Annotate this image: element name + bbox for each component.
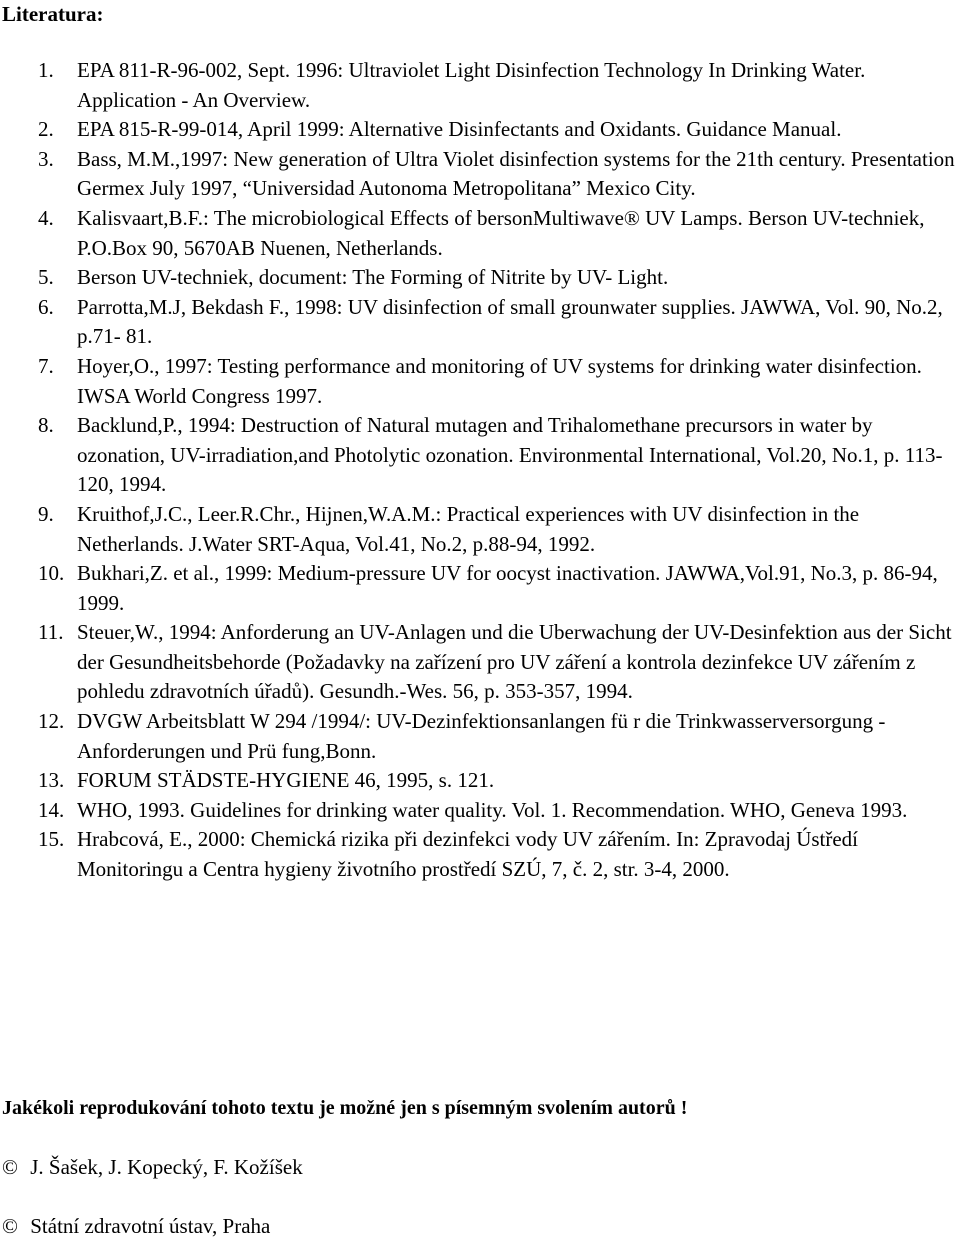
- reference-text: WHO, 1993. Guidelines for drinking water quality. Vol. 1. Recommendation. WHO, Geneva 1993.: [77, 797, 908, 822]
- reference-text: Hrabcová, E., 2000: Chemická rizika při dezinfekci vody UV zářením. In: Zpravodaj Ústředí Monitoringu a Centra hygieny životního prostředí SZÚ, 7, č. 2, str. 3-4, 2000.: [77, 827, 859, 882]
- reference-number: 6.: [38, 294, 54, 319]
- reference-number: 2.: [38, 117, 54, 142]
- reference-number: 11.: [38, 620, 64, 645]
- reference-item: [0, 707, 960, 766]
- reference-item: [0, 825, 960, 884]
- reference-item: [0, 411, 960, 500]
- copyright-icon: ©: [2, 1155, 18, 1179]
- reference-item: [0, 618, 960, 707]
- page-heading: Literatura:: [2, 2, 104, 26]
- reference-list: [0, 56, 960, 885]
- reference-number: 9.: [38, 501, 54, 526]
- reference-item: [0, 145, 960, 204]
- reference-text: EPA 815-R-99-014, April 1999: Alternative Disinfectants and Oxidants. Guidance Manual.: [77, 117, 842, 142]
- reference-item: [0, 56, 960, 115]
- authors-credit: [2, 1153, 303, 1181]
- reference-text: Steuer,W., 1994: Anforderung an UV-Anlagen und die Uberwachung der UV-Desinfektion aus der Sicht der Gesundheitsbehorde (Požadavky na zařízení pro UV záření a kontrola dezinfekce UV zářením z pohledu zdravotních úřadů). Gesundh.-Wes. 56, p. 353-357, 1994.: [77, 620, 952, 704]
- reference-number: 1.: [38, 58, 54, 82]
- authors-text: J. Šašek, J. Kopecký, F. Kožíšek: [30, 1155, 303, 1179]
- reference-item: [0, 796, 960, 826]
- reference-text: Parrotta,M.J, Bekdash F., 1998: UV disinfection of small grounwater supplies. JAWWA, Vol. 90, No.2, p.71- 81.: [77, 294, 943, 349]
- reproduction-notice: Jakékoli reprodukování tohoto textu je možné jen s písemným svolením autorů !: [2, 1097, 688, 1119]
- reference-text: Kruithof,J.C., Leer.R.Chr., Hijnen,W.A.M.: Practical experiences with UV disinfection in the Netherlands. J.Water SRT-Aqua, Vol.41, No.2, p.88-94, 1992.: [77, 501, 860, 556]
- reference-text: Hoyer,O., 1997: Testing performance and monitoring of UV systems for drinking water disinfection. IWSA World Congress 1997.: [77, 353, 922, 408]
- reference-number: 4.: [38, 205, 54, 230]
- reference-text: Bass, M.M.,1997: New generation of Ultra Violet disinfection systems for the 21th century. Presentation Germex July 1997, “Universidad Autonoma Metropolitana” Mexico City.: [77, 146, 955, 201]
- reference-number: 14.: [38, 797, 65, 822]
- reference-item: [0, 352, 960, 411]
- reference-item: [0, 766, 960, 796]
- reference-number: 12.: [38, 709, 65, 734]
- reference-text: EPA 811-R-96-002, Sept. 1996: Ultraviolet Light Disinfection Technology In Drinking Water. Application - An Overview.: [77, 58, 866, 112]
- reference-text: Berson UV-techniek, document: The Forming of Nitrite by UV- Light.: [77, 265, 669, 290]
- reference-item: [0, 263, 960, 293]
- reference-number: 3.: [38, 146, 54, 171]
- reference-item: [0, 293, 960, 352]
- reference-number: 10.: [38, 561, 65, 586]
- reference-item: [0, 115, 960, 145]
- reference-number: 15.: [38, 827, 65, 852]
- reference-number: 8.: [38, 413, 54, 438]
- reference-text: Backlund,P., 1994: Destruction of Natural mutagen and Trihalomethane precursors in water by ozonation, UV-irradiation,and Photolytic ozonation. Environmental International, Vol.20, No.1, p. 113-120, 1994.: [77, 413, 943, 497]
- reference-text: Bukhari,Z. et al., 1999: Medium-pressure UV for oocyst inactivation. JAWWA,Vol.91, No.3, p. 86-94, 1999.: [77, 561, 938, 615]
- copyright-icon: ©: [2, 1214, 18, 1238]
- reference-item: [0, 559, 960, 618]
- reference-text: FORUM STÄDSTE-HYGIENE 46, 1995, s. 121.: [77, 768, 495, 793]
- reference-text: DVGW Arbeitsblatt W 294 /1994/: UV-Dezinfektionsanlangen fü r die Trinkwasserversorgung -Anforderungen und Prü fung,Bonn.: [77, 709, 886, 763]
- institute-text: Státní zdravotní ústav, Praha: [30, 1214, 271, 1238]
- reference-item: [0, 204, 960, 263]
- reference-number: 5.: [38, 265, 54, 290]
- reference-text: Kalisvaart,B.F.: The microbiological Effects of bersonMultiwave® UV Lamps. Berson UV-techniek, P.O.Box 90, 5670AB Nuenen, Netherlands.: [77, 205, 925, 260]
- institute-credit: [2, 1212, 270, 1240]
- reference-number: 13.: [38, 768, 65, 793]
- reference-item: [0, 500, 960, 559]
- reference-number: 7.: [38, 353, 54, 378]
